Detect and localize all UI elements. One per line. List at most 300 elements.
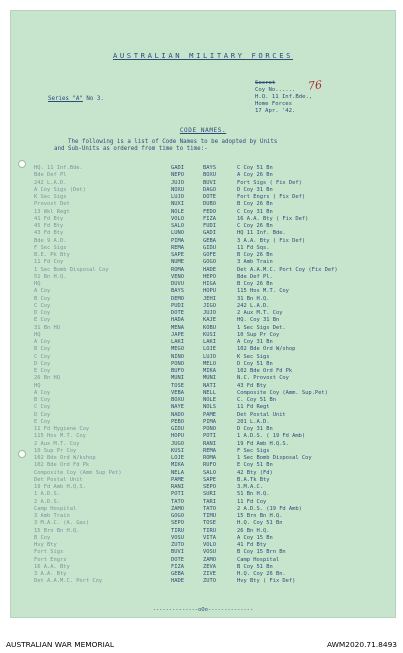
unit-assignment: Fort Engrs ( Fix Def) xyxy=(237,194,306,200)
code-name-b: LOJE xyxy=(203,346,216,353)
code-name-b: MELO xyxy=(203,360,216,367)
table-row xyxy=(34,513,384,520)
unit-assignment: 10 Sup Pr Coy xyxy=(237,331,280,338)
unit-assignment: HQ 11 Inf. Bde. xyxy=(237,230,286,237)
unit-assignment: Composite Coy (Amm. Sup.Pet) xyxy=(237,389,328,396)
unit-name: 115 Hos M.T. Coy xyxy=(34,433,86,440)
unit-assignment: A Coy 31 Bn xyxy=(237,339,273,345)
code-name-a: FIZA xyxy=(171,563,184,570)
unit-name: 3 A.A. Bty xyxy=(34,571,67,577)
unit-name: HQ xyxy=(34,331,41,338)
code-name-a: MUNI xyxy=(171,375,184,382)
unit-assignment: D Coy 31 Bn xyxy=(237,426,273,432)
code-name-b: PAME xyxy=(203,411,216,418)
code-name-b: ZIVE xyxy=(203,571,216,577)
code-name-a: ZUTO xyxy=(171,542,184,548)
unit-assignment: 16 A.A. Bty ( Fix Def) xyxy=(237,215,309,222)
unit-assignment: 1 A.D.S. ( 19 Fd Amb) xyxy=(237,433,306,440)
unit-assignment: Bde Def Pl. xyxy=(237,273,273,280)
code-name-a: PAME xyxy=(171,476,184,483)
code-name-b: GOFE xyxy=(203,252,216,258)
unit-name: Composite Coy (Amm Sup Pet) xyxy=(34,469,122,476)
code-name-b: HEPO xyxy=(203,273,216,280)
code-name-a: DUVU xyxy=(171,281,184,287)
unit-name: E Coy xyxy=(34,418,51,425)
unit-name: 31 Bn HQ xyxy=(34,324,60,331)
document-sheet xyxy=(10,10,396,618)
code-name-a: SAPE xyxy=(171,252,184,258)
unit-name: C Coy xyxy=(34,302,51,309)
unit-name: D Coy xyxy=(34,411,51,418)
code-name-a: SEPO xyxy=(171,520,184,527)
table-row xyxy=(34,535,384,542)
origin-force: Home Forces xyxy=(255,101,293,107)
table-row xyxy=(34,332,384,339)
unit-assignment: C Coy 31 Bn xyxy=(237,208,273,215)
code-name-b: HIGA xyxy=(203,281,216,287)
code-name-a: MEGO xyxy=(171,346,184,353)
unit-name: 16 A.A. Bty xyxy=(34,563,70,570)
origin-hq: H.Q. 11 Inf.Bde., xyxy=(255,94,313,100)
secrecy-label: Secret xyxy=(255,80,276,86)
unit-name: 2 A.D.S. xyxy=(34,498,60,505)
table-row xyxy=(34,267,384,274)
table-row xyxy=(34,557,384,564)
table-row xyxy=(34,281,384,288)
series-label: Series "A" xyxy=(48,96,83,102)
table-row xyxy=(34,230,384,237)
code-name-a: NAYE xyxy=(171,404,184,411)
code-name-a: LUJO xyxy=(171,194,184,200)
code-name-a: GOGO xyxy=(171,513,184,519)
unit-name: 26 Bn HQ xyxy=(34,375,60,382)
unit-assignment: 11 Fd Regt xyxy=(237,404,270,411)
unit-assignment: H.Q. Coy 26 Bn. xyxy=(237,571,286,577)
table-row xyxy=(34,361,384,368)
code-name-a: MENA xyxy=(171,324,184,331)
unit-name: D Coy xyxy=(34,360,51,367)
table-row xyxy=(34,520,384,527)
table-row xyxy=(34,339,384,346)
table-row xyxy=(34,542,384,549)
table-row xyxy=(34,426,384,433)
code-name-a: VOLO xyxy=(171,215,184,222)
code-name-b: VITA xyxy=(203,534,216,541)
unit-name: 1 A.D.S. xyxy=(34,491,60,498)
unit-name: Bde 9 A.D. xyxy=(34,237,67,244)
unit-assignment: C Coy 51 Bn xyxy=(237,165,273,171)
unit-assignment: 2 A.D.S. (19 Fd Amb) xyxy=(237,505,302,512)
code-names-table xyxy=(34,165,384,586)
code-name-a: TIRU xyxy=(171,527,184,534)
unit-assignment: Det A.A.M.C. Port Coy (Fix Def) xyxy=(237,266,338,273)
unit-name: Det Postal Unit xyxy=(34,476,83,483)
code-name-a: PIMA xyxy=(171,237,184,244)
table-row xyxy=(34,404,384,411)
code-name-a: HADE xyxy=(171,578,184,585)
unit-name: C Coy xyxy=(34,353,51,360)
unit-assignment: B Coy 26 Bn xyxy=(237,281,273,287)
code-name-a: JUGO xyxy=(171,440,184,447)
code-name-a: NINO xyxy=(171,353,184,360)
table-row xyxy=(34,310,384,317)
code-name-b: BAYS xyxy=(203,165,216,171)
punch-hole xyxy=(18,160,26,168)
unit-name: 3 Amb Train xyxy=(34,513,70,519)
unit-name: 43 Fd Bty xyxy=(34,230,64,237)
code-name-a: VOSU xyxy=(171,534,184,541)
table-row xyxy=(34,412,384,419)
unit-name: 13 Wkl Regt xyxy=(34,208,70,215)
code-name-a: RANI xyxy=(171,484,184,490)
unit-assignment: C Coy 26 Bn xyxy=(237,223,273,229)
unit-name: A Coy xyxy=(34,288,51,295)
code-name-a: BUFO xyxy=(171,368,184,374)
series-number xyxy=(48,96,104,102)
unit-name: HQ. 11 Inf.Bde. xyxy=(34,165,83,171)
archive-reference: AWM2020.71.8493 xyxy=(326,640,397,649)
table-row xyxy=(34,549,384,556)
code-name-a: BOXU xyxy=(171,397,184,403)
code-name-a: GADI xyxy=(171,165,184,171)
code-name-a: NOLE xyxy=(171,208,184,215)
unit-name: B Coy xyxy=(34,397,51,403)
unit-name: 10 Sup Pr Coy xyxy=(34,447,77,454)
unit-name: HQ xyxy=(34,382,41,389)
unit-name: 45 Fd Bty xyxy=(34,223,64,229)
code-name-b: NOLE xyxy=(203,397,216,403)
document-title: AUSTRALIAN MILITARY FORCES xyxy=(112,51,294,60)
intro-paragraph xyxy=(54,139,354,153)
code-name-b: ZUTO xyxy=(203,578,216,585)
code-names-heading: CODE NAMES. xyxy=(179,127,227,134)
table-row xyxy=(34,346,384,353)
unit-assignment: Hvy Bty ( Fix Def) xyxy=(237,578,296,585)
table-row xyxy=(34,383,384,390)
code-name-a: REMA xyxy=(171,244,184,251)
unit-assignment: 51 Bn H.Q. xyxy=(237,491,270,498)
code-name-a: JAPE xyxy=(171,331,184,338)
unit-assignment: B Coy 26 Bn xyxy=(237,201,273,208)
unit-name: A Coy xyxy=(34,389,51,396)
unit-assignment: F Sec Sigs xyxy=(237,447,270,454)
code-name-b: PIMA xyxy=(203,418,216,425)
code-name-a: VEBA xyxy=(171,389,184,396)
code-name-b: DAGO xyxy=(203,186,216,193)
code-name-b: FUDI xyxy=(203,223,216,229)
code-name-b: FEDO xyxy=(203,208,216,215)
table-row xyxy=(34,317,384,324)
document-date: 17 Apr. '42. xyxy=(255,108,296,114)
code-name-b: JIGO xyxy=(203,302,216,309)
unit-assignment: Det Postal Unit xyxy=(237,411,286,418)
code-name-a: TATO xyxy=(171,498,184,505)
unit-assignment: 19 Fd Amb H.Q.S. xyxy=(237,440,289,447)
unit-assignment: HQ. Coy 31 Bn xyxy=(237,317,280,324)
table-row xyxy=(34,433,384,440)
unit-name: Hvy Bty xyxy=(34,542,57,548)
table-row xyxy=(34,209,384,216)
unit-assignment: 115 Hos M.T. Coy xyxy=(237,288,289,295)
code-name-a: DEMO xyxy=(171,295,184,302)
unit-name: 11 Fd Coy xyxy=(34,259,64,266)
unit-name: Provost Det xyxy=(34,201,70,208)
code-name-b: RANI xyxy=(203,440,216,447)
table-row xyxy=(34,223,384,230)
table-row xyxy=(34,506,384,513)
table-row xyxy=(34,325,384,332)
unit-name: 51 Bn H.Q. xyxy=(34,273,67,280)
table-row xyxy=(34,448,384,455)
unit-name: 102 Bde Ord Fd Pk xyxy=(34,462,90,469)
code-name-a: DOTE xyxy=(171,310,184,316)
table-row xyxy=(34,245,384,252)
end-marker: --------------oOo-------------- xyxy=(152,607,254,613)
unit-assignment: Camp Hospital xyxy=(237,556,280,563)
unit-assignment: D Coy 51 Bn xyxy=(237,360,273,367)
code-name-a: NEPO xyxy=(171,172,184,179)
table-row xyxy=(34,455,384,462)
code-name-b: RUFO xyxy=(203,462,216,469)
unit-name: K Sec Sigs xyxy=(34,194,67,200)
unit-name: B Coy xyxy=(34,534,51,541)
code-name-b: NATI xyxy=(203,382,216,389)
code-name-a: LUNO xyxy=(171,230,184,237)
punch-hole xyxy=(18,450,26,458)
code-name-b: MUNI xyxy=(203,375,216,382)
code-name-a: MIKA xyxy=(171,462,184,469)
intro-line-2: and Sub-Units as ordered from time to time:- xyxy=(54,146,208,152)
table-row xyxy=(34,296,384,303)
unit-assignment: B Coy 51 Bn xyxy=(237,563,273,570)
table-row xyxy=(34,419,384,426)
table-row xyxy=(34,441,384,448)
table-row xyxy=(34,216,384,223)
code-name-b: SALO xyxy=(203,469,216,476)
code-name-b: HADE xyxy=(203,266,216,273)
code-name-b: MIKA xyxy=(203,368,216,374)
unit-assignment: C. Coy 51 Bn xyxy=(237,397,276,403)
code-name-a: PEBO xyxy=(171,418,184,425)
unit-name: 242 L.A.D. xyxy=(34,179,67,186)
code-name-a: BUVI xyxy=(171,549,184,556)
code-name-b: ZEVA xyxy=(203,563,216,570)
unit-assignment: 3 Amb Train xyxy=(237,259,273,266)
table-row xyxy=(34,564,384,571)
table-row xyxy=(34,288,384,295)
copy-number-label: Coy No...... xyxy=(255,87,296,93)
table-row xyxy=(34,194,384,201)
code-name-b: TIMU xyxy=(203,513,216,519)
unit-assignment: 43 Fd Bty xyxy=(237,382,267,389)
unit-assignment: Fort Sigs ( Fix Def) xyxy=(237,179,302,186)
code-name-b: KOBU xyxy=(203,324,216,331)
unit-assignment: 3.M.A.C. xyxy=(237,484,263,490)
code-name-b: LUJO xyxy=(203,353,216,360)
unit-name: Fort Sigs xyxy=(34,549,64,556)
unit-name: 15 Brn Bn H.Q. xyxy=(34,527,80,534)
code-name-a: GEBA xyxy=(171,571,184,577)
code-name-a: LOJE xyxy=(171,455,184,461)
code-name-b: HOPU xyxy=(203,288,216,295)
code-name-b: NELL xyxy=(203,389,216,396)
unit-assignment: 42 Bty (Fd) xyxy=(237,469,273,476)
table-row xyxy=(34,491,384,498)
secrecy-block xyxy=(255,80,312,115)
code-name-a: VENO xyxy=(171,273,184,280)
code-name-b: TATO xyxy=(203,505,216,512)
unit-assignment: 11 Fd Sqs. xyxy=(237,244,270,251)
table-row xyxy=(34,172,384,179)
unit-assignment: 11 Fd Coy xyxy=(237,498,267,505)
table-row xyxy=(34,187,384,194)
table-row xyxy=(34,165,384,172)
code-name-a: HOPU xyxy=(171,433,184,440)
code-name-b: SEPO xyxy=(203,484,216,490)
unit-name: B Coy xyxy=(34,346,51,353)
code-name-b: JEHI xyxy=(203,295,216,302)
code-name-b: PONO xyxy=(203,426,216,432)
code-name-a: SALO xyxy=(171,223,184,229)
table-row xyxy=(34,375,384,382)
code-name-b: ROMA xyxy=(203,455,216,461)
code-name-a: NELA xyxy=(171,469,184,476)
code-name-b: REMA xyxy=(203,447,216,454)
table-row xyxy=(34,180,384,187)
unit-assignment: E Coy 51 Bn xyxy=(237,462,273,469)
unit-name: D Coy xyxy=(34,310,51,316)
unit-name: A Coy Sigs (Det) xyxy=(34,186,86,193)
table-row xyxy=(34,368,384,375)
unit-assignment: 26 Bn H.Q. xyxy=(237,527,270,534)
code-name-b: SAPE xyxy=(203,476,216,483)
unit-assignment: A Coy 26 Bn xyxy=(237,172,273,179)
code-name-b: FIZA xyxy=(203,215,216,222)
unit-assignment: B Coy 26 Bn xyxy=(237,252,273,258)
code-name-b: ZAMO xyxy=(203,556,216,563)
code-name-a: ROMA xyxy=(171,266,184,273)
table-row xyxy=(34,259,384,266)
code-name-b: JUJO xyxy=(203,310,216,316)
unit-assignment: A Coy 15 Bn xyxy=(237,534,273,541)
table-row xyxy=(34,274,384,281)
unit-name: Bde Def Pl xyxy=(34,172,67,179)
code-name-a: POTI xyxy=(171,491,184,498)
unit-name: Det A.A.M.C. Port Coy xyxy=(34,578,103,585)
unit-name: C Coy xyxy=(34,404,51,411)
code-name-a: NADO xyxy=(171,411,184,418)
unit-assignment: D Coy 31 Bn xyxy=(237,186,273,193)
intro-line-1: The following is a list of Code Names to be adopted by Units xyxy=(68,139,278,145)
unit-name: HQ xyxy=(34,281,41,287)
code-name-a: GIDU xyxy=(171,426,184,432)
table-row xyxy=(34,390,384,397)
unit-assignment: 1 Sec Sigs Det. xyxy=(237,324,286,331)
unit-name: 3 M.A.C. (A. Gas) xyxy=(34,520,90,527)
unit-name: Camp Hospital xyxy=(34,505,77,512)
code-name-b: BOXU xyxy=(203,172,216,179)
handwritten-copy-number: 76 xyxy=(307,78,323,93)
code-name-a: PONO xyxy=(171,360,184,367)
code-name-a: HADA xyxy=(171,317,184,324)
unit-assignment: 41 Fd Bty xyxy=(237,542,267,548)
unit-assignment: 201 L.A.D. xyxy=(237,418,270,425)
code-name-a: JUJO xyxy=(171,179,184,186)
code-name-b: TARI xyxy=(203,498,216,505)
code-name-b: KAJE xyxy=(203,317,216,324)
archive-caption-bar xyxy=(0,636,403,653)
unit-name: E Coy xyxy=(34,368,51,374)
table-row xyxy=(34,477,384,484)
unit-assignment: 15 Brn Bn H.Q. xyxy=(237,513,283,519)
unit-name: 102 Bde Ord W/kshop xyxy=(34,455,96,461)
code-name-a: NUME xyxy=(171,259,184,266)
table-row xyxy=(34,252,384,259)
code-name-b: GOGO xyxy=(203,259,216,266)
unit-name: 1 Sec Bomb Disposal Coy xyxy=(34,266,109,273)
table-row xyxy=(34,201,384,208)
table-row xyxy=(34,303,384,310)
unit-name: B Coy xyxy=(34,295,51,302)
code-name-b: KUSI xyxy=(203,331,216,338)
code-name-b: VOLO xyxy=(203,542,216,548)
code-name-b: DOTE xyxy=(203,194,216,200)
unit-name: 2 Aux M.T. Coy xyxy=(34,440,80,447)
code-name-a: PUDI xyxy=(171,302,184,309)
code-name-b: NOLS xyxy=(203,404,216,411)
unit-assignment: K Sec Sigs xyxy=(237,353,270,360)
archive-name: AUSTRALIAN WAR MEMORIAL xyxy=(6,640,114,649)
unit-assignment: 31 Bn H.Q. xyxy=(237,295,270,302)
code-name-b: DUBO xyxy=(203,201,216,208)
code-name-b: GEBA xyxy=(203,237,216,244)
code-name-a: NUXI xyxy=(171,201,184,208)
code-name-b: GADI xyxy=(203,230,216,237)
code-name-a: TOSE xyxy=(171,382,184,389)
table-row xyxy=(34,354,384,361)
unit-assignment: 2 Aux M.T. Coy xyxy=(237,310,283,316)
unit-name: 19 Fd Amb H.Q.S. xyxy=(34,484,86,490)
table-row xyxy=(34,238,384,245)
unit-assignment: 1 Sec Bomb Disposal Coy xyxy=(237,455,312,461)
table-row xyxy=(34,528,384,535)
code-name-b: LAKI xyxy=(203,339,216,345)
unit-assignment: N.C. Provost Coy xyxy=(237,375,289,382)
unit-assignment: B Coy 15 Brn Bn xyxy=(237,549,286,556)
code-name-b: TIRU xyxy=(203,527,216,534)
series-value: No 3. xyxy=(86,96,104,102)
table-row xyxy=(34,571,384,578)
table-row xyxy=(34,499,384,506)
table-row xyxy=(34,484,384,491)
code-name-b: BUVI xyxy=(203,179,216,186)
unit-name: Fort Engrs xyxy=(34,556,67,563)
code-name-a: DOTE xyxy=(171,556,184,563)
code-name-b: SURI xyxy=(203,491,216,498)
unit-assignment: B.A.Tk Bty xyxy=(237,476,270,483)
table-row xyxy=(34,397,384,404)
unit-name: E Coy xyxy=(34,317,51,324)
code-name-a: BAYS xyxy=(171,288,184,295)
unit-assignment: H.Q. Coy 51 Bn xyxy=(237,520,283,527)
code-name-b: VOSU xyxy=(203,549,216,556)
unit-assignment: 3 A.A. Bty ( Fix Def) xyxy=(237,237,306,244)
code-name-b: POTI xyxy=(203,433,216,440)
unit-name: 41 Fd Bty xyxy=(34,215,64,222)
unit-name: A Coy xyxy=(34,339,51,345)
code-name-a: KUSI xyxy=(171,447,184,454)
code-name-b: GIDU xyxy=(203,244,216,251)
